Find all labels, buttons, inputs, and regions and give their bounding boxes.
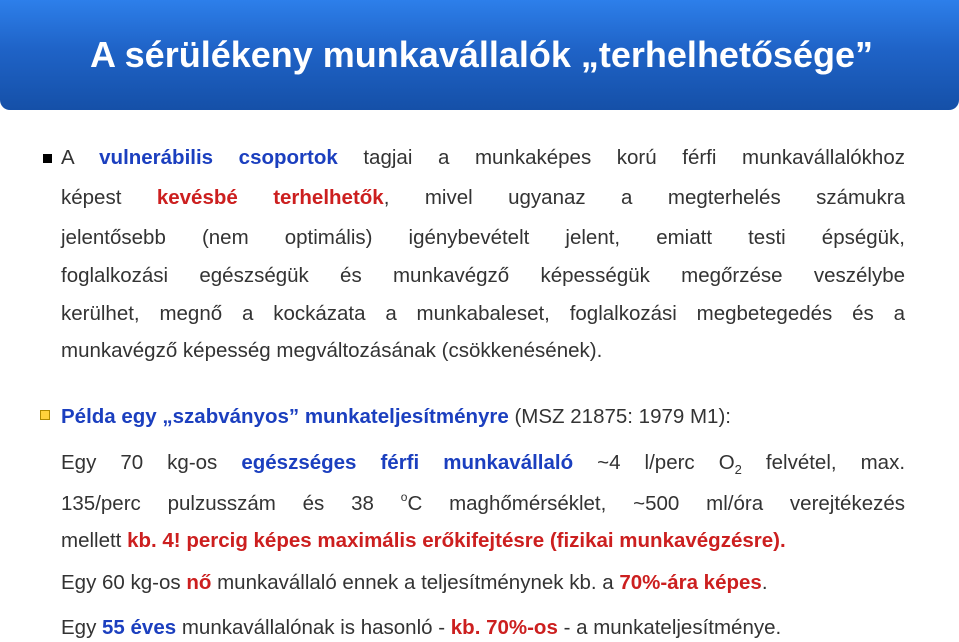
para2-line4: mellett kb. 4! percig képes maximális erőkifejtésre (fizikai munkavégzésre). [61, 529, 786, 552]
para1-line6: munkavégző képesség megváltozásának (csökkenésének). [61, 339, 603, 362]
highlight-term: kb. 4! percig képes maximális erőkifejtésre (fizikai munkavégzésre). [127, 529, 786, 552]
title-bar [0, 0, 959, 110]
bullet-square-yellow-icon [40, 410, 50, 420]
para2-line3: 135/perc pulzusszám és 38 $^o$C maghőmérséklet, ~500 ml/óra verejtékezés [61, 490, 905, 515]
para1-line4: foglalkozási egészségük és munkavégző képességük megőrzése veszélybe [61, 264, 905, 287]
highlight-term: 70%-ára képes [619, 571, 762, 594]
para1-line5: kerülhet, megnő a kockázata a munkabaleset, foglalkozási megbetegedés és a [61, 302, 905, 325]
para2-line5: Egy 60 kg-os nő munkavállaló ennek a teljesítménynek kb. a 70%-ára képes. [61, 571, 768, 594]
highlight-term: 55 éves [102, 616, 177, 639]
para2-line2: Egy 70 kg-os egészséges férfi munkavállaló ~4 l/perc $O_2$ felvétel, max. [61, 451, 906, 477]
page-title: A sérülékeny munkavállalók „terhelhetősége” [90, 34, 873, 75]
para1-line3: jelentősebb (nem optimális) igénybevételt jelent, emiatt testi épségük, [61, 226, 905, 249]
para2-line1: Példa egy „szabványos” munkateljesítményre (MSZ 21875: 1979 M1): [61, 405, 731, 428]
para1-line1: A vulnerábilis csoportok tagjai a munkaképes korú férfi munkavállalókhoz [61, 146, 905, 169]
highlight-term: kb. 70%-os [450, 616, 558, 639]
bullet-square-icon [43, 154, 52, 163]
para1-line2: képest kevésbé terhelhetők, mivel ugyanaz a megterhelés számukra [61, 186, 905, 209]
highlight-term: vulnerábilis csoportok [99, 146, 338, 169]
para2-line6: Egy 55 éves munkavállalónak is hasonló - kb. 70%-os - a munkateljesítménye. [61, 616, 782, 639]
highlight-term: egészséges férfi munkavállaló [241, 451, 574, 474]
highlight-term: kevésbé terhelhetők [156, 186, 384, 209]
highlight-term: nő [186, 571, 212, 594]
example-heading: Példa egy „szabványos” munkateljesítményre [61, 405, 509, 428]
